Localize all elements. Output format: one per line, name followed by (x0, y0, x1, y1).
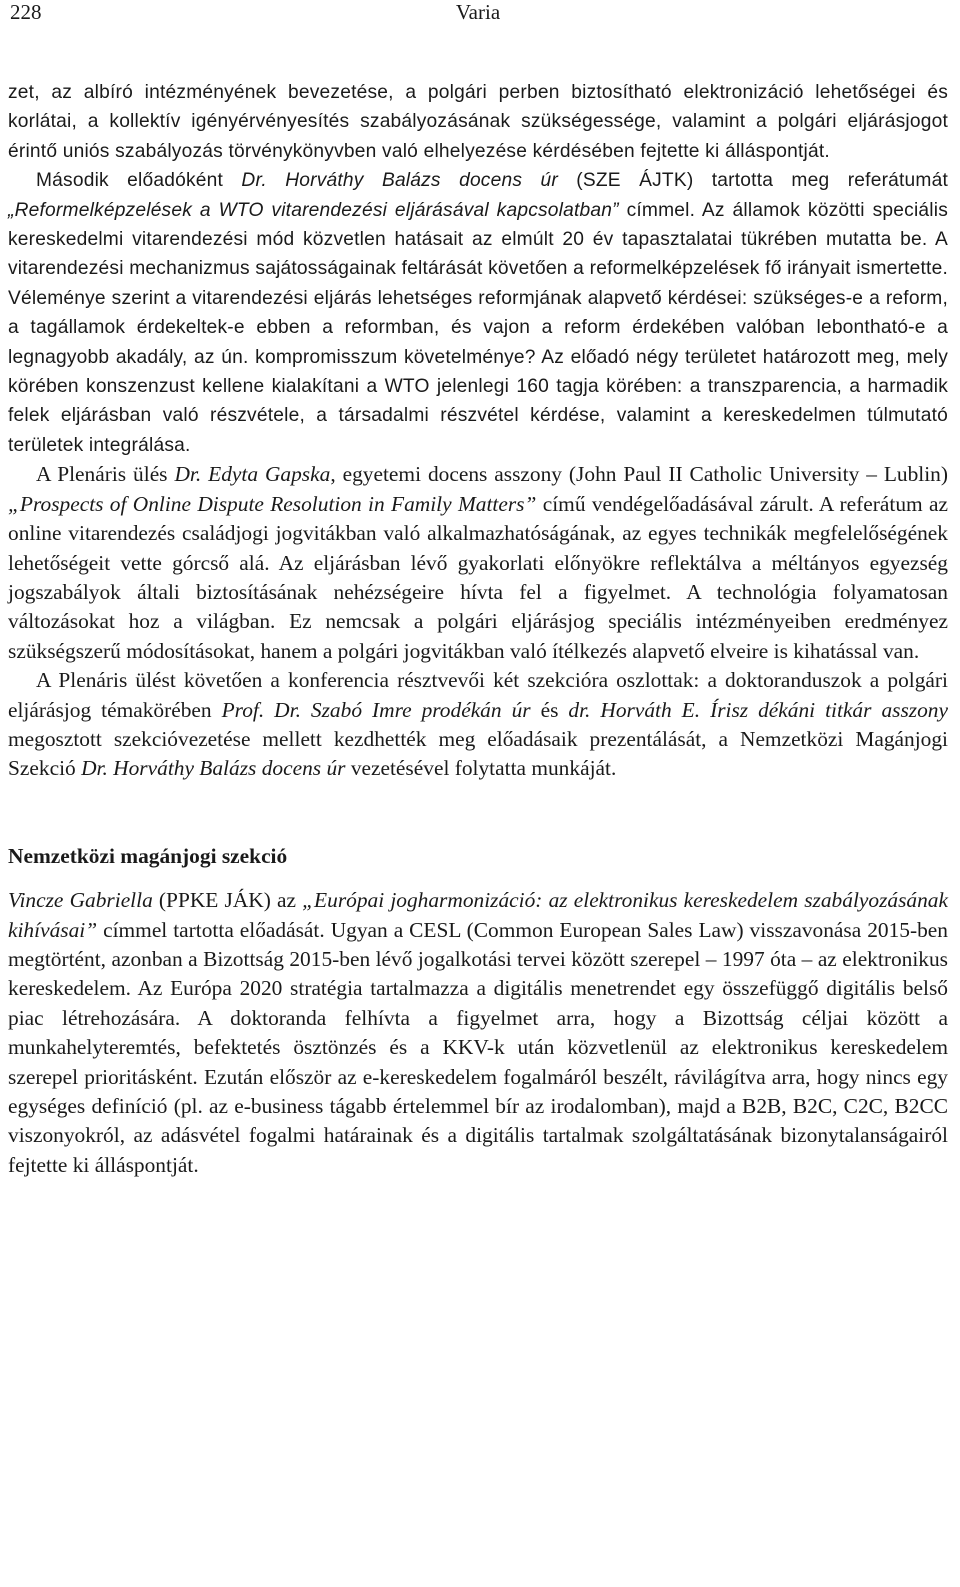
italic-text-run: „Prospects of Online Dispute Resolution in Family Matters” (8, 491, 537, 516)
paragraph-sections (8, 666, 948, 784)
paragraph-continuation (8, 78, 948, 166)
text-run: címmel tartotta előadását. Ugyan a CESL (Common European Sales Law) visszavonása 2015-ben megtörtént, azonban a Bizottság 2015-ben lévő jogalkotási tervei között szerepel – 1997 óta – az elektronikus kereskedelem. Az Európa 2020 stratégia tartalmazza a digitális menetrendet egy összefüggő digitális belső piac létrehozására. A doktoranda felhívta a figyelmet arra, hogy a Bizottság céljai között a munkahelyteremtés, befektetés ösztönzés és a KKV-k után közvetlenül az elektronikus kereskedelem szerepel prioritásként. Ezután először az e-kereskedelem fogalmáról beszélt, rávilágítva arra, hogy nincs egy egységes definíció (pl. az e-business tágabb értelemmel bír az irodalomban), majd a B2B, B2C, C2C, B2CC viszonyokról, az adásvétel fogalmi határainak és a digitális tartalmak szolgáltatásának bizonytalanságairól fejtette ki álláspontját. (8, 917, 948, 1177)
italic-text-run: dr. Horváth E. Írisz dékáni titkár asszony (568, 697, 948, 722)
italic-text-run: Prof. Dr. Szabó Imre prodékán úr (221, 697, 531, 722)
text-run: (SZE ÁJTK) tartotta meg referátumát (557, 170, 949, 192)
running-header (8, 0, 948, 28)
paragraph-horvathy (8, 166, 948, 460)
text-run: A Plenáris ülés (36, 462, 175, 487)
italic-text-run: Dr. Edyta Gapska (174, 462, 331, 487)
text-run: , egyetemi docens asszony (John Paul II Catholic University – Lublin) (330, 462, 948, 487)
section-gap (8, 784, 948, 842)
italic-text-run: „Európai jogharmonizáció: az elektronikus kereskedelem szabályozásának kihívásai” (8, 888, 948, 942)
text-run: megosztott szekcióvezetése mellett kezdhették meg előadásaik prezentálását, a Nemzetközi Magánjogi Szekció (8, 726, 948, 781)
text-run: címmel. Az államok közötti speciális kereskedelmi vitarendezési mód közvetlen hatásait az elmúlt 20 év tapasztalatai tükrében mutatta be. A vitarendezési mechanizmus sajátosságainak feltárását követően a reformelképzelések fő irányait ismertette. Véleménye szerint a vitarendezési eljárás lehetséges reformjának alapvető kérdései: szükséges-e a reform, a tagállamok érdekeltek-e ebben a reformban, és vajon a reform érdekében valóban lebontható-e a legnagyobb akadály, az ún. kompromisszum követelménye? Az előadó négy területet határozott meg, mely körében konszenzust kellene kialakítani a WTO jelenlegi 160 tagja körében: a transzparencia, a harmadik felek eljárásban való részvétele, a társadalmi részvétel kérdése, valamint a kereskedelmen túlmutató területek integrálása. (8, 199, 948, 456)
text-run: Második előadóként (36, 170, 242, 192)
italic-text-run: Dr. Horváthy Balázs docens úr (81, 756, 346, 781)
paragraph-vincze (8, 886, 948, 1180)
text-run: A Plenáris ülést követően a konferencia résztvevői két szekcióra oszlottak: a doktoranduszok a polgári eljárásjog témakörében (8, 668, 948, 722)
page-number: 228 (10, 0, 42, 24)
italic-text-run: „Reformelképzelések a WTO vitarendezési eljárásával kapcsolatban” (8, 199, 619, 221)
italic-text-run: Dr. Horváthy Balázs docens úr (241, 170, 558, 192)
text-run: című vendégelőadásával zárult. A referátum az online vitarendezés családjogi jogvitákban való alkalmazhatóságának, az egyes technikák megfelelőségének lehetőségeit vette górcső alá. Az eljárásban lévő gyakorlati előnyökre reflektálva a méltányos egyezség jogszabályok általi biztosításának nehézségeire hívta fel a figyelmet. A technológia folyamatosan változásokat hoz a világban. Ez nemcsak a polgári eljárásjog speciális intézményeiben eredményez szükségszerű módosításokat, hanem a polgári jogvitákban való ítélkezés alapvető elveire is kihatással van. (8, 491, 948, 663)
text-run: (PPKE JÁK) az (152, 888, 303, 913)
running-title: Varia (455, 0, 501, 24)
paragraph-gapska (8, 460, 948, 666)
text-run: zet, az albíró intézményének bevezetése, a polgári perben biztosítható elektronizáció lehetőségei és korlátai, a kollektív igényérvényesítés szabályozásának szükségessége, valamint a polgári eljárásjogot érintő uniós szabályozás törvénykönyvben való elhelyezése kérdésében fejtette ki álláspontját. (8, 82, 948, 162)
article-body (8, 78, 948, 1180)
text-run: vezetésével folytatta munkáját. (345, 756, 617, 781)
text-run: és (530, 697, 569, 722)
section-heading: Nemzetközi magánjogi szekció (8, 843, 288, 868)
italic-text-run: Vincze Gabriella (8, 888, 153, 913)
